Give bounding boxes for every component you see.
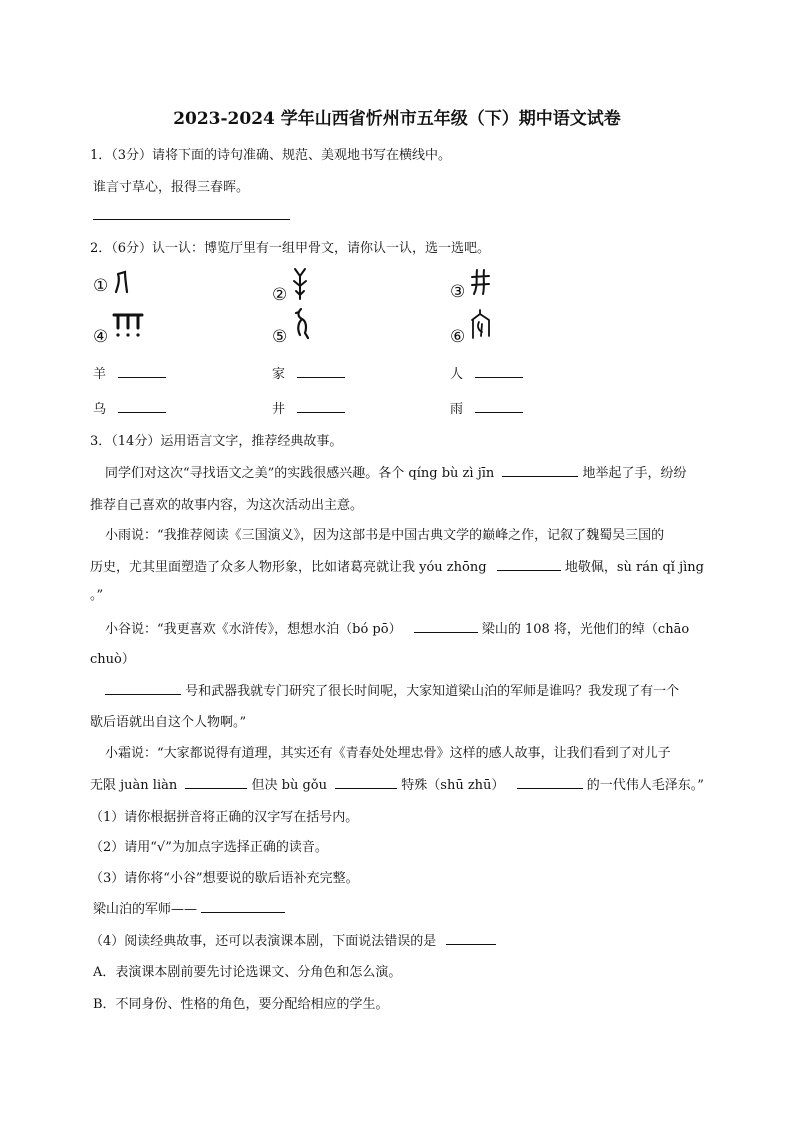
answer-person	[450, 363, 523, 382]
answer-label: 羊	[93, 367, 107, 382]
marker-6: ⑥	[450, 327, 466, 347]
paragraph-text: 地敬佩，sù rán qǐ jìng	[564, 560, 704, 575]
oracle-glyph-well	[469, 268, 493, 298]
answer-blank[interactable]	[297, 377, 345, 378]
paragraph-2-line-3: 。”	[90, 588, 104, 603]
answer-label: 雨	[450, 402, 464, 417]
marker-5: ⑤	[272, 327, 288, 347]
answer-label: 家	[272, 367, 286, 382]
question-1-stem: 1．（3分）请将下面的诗句准确、规范、美观地书写在横线中。	[90, 148, 452, 163]
paragraph-3-line-1	[105, 618, 689, 637]
answer-blank[interactable]	[517, 788, 583, 789]
answer-blank[interactable]	[446, 944, 496, 945]
question-2-stem: 2．（6分）认一认：博览厅里有一组甲骨文，请你认一认，选一选吧。	[90, 241, 491, 256]
paragraph-text: 但决 bù gǒu	[251, 778, 327, 793]
answer-label: 乌	[93, 402, 107, 417]
paragraph-text: 地举起了手，纷纷	[582, 466, 687, 481]
answer-blank[interactable]	[497, 570, 561, 571]
option-a[interactable]: A．表演课本剧前要先讨论选课文、分角色和怎么演。	[93, 965, 402, 980]
answer-blank[interactable]	[502, 476, 578, 477]
paragraph-3-line-2: chuò）	[90, 652, 135, 667]
answer-blank[interactable]	[414, 632, 478, 633]
marker-1: ①	[93, 276, 109, 296]
subquestion-3-answer	[93, 898, 285, 917]
paragraph-text: 梁山的 108 将，光他们的绰（chāo	[481, 622, 690, 637]
oracle-glyph-sheep	[291, 267, 315, 301]
oracle-glyph-person	[113, 270, 133, 296]
oracle-glyph-rain	[112, 311, 146, 341]
paragraph-1-line-1	[105, 462, 687, 481]
paragraph-text: 号和武器我就专门研究了很长时间呢，大家知道梁山泊的军师是谁吗？我发现了有一个	[185, 684, 680, 699]
subquestion-2: （2）请用“√”为加点字选择正确的读音。	[90, 840, 328, 855]
paragraph-3-line-4: 歇后语就出自这个人物啊。”	[90, 715, 247, 730]
marker-3: ③	[450, 282, 466, 302]
paragraph-text: 小谷说：“我更喜欢《水浒传》，想想水泊（bó pō）	[105, 622, 402, 637]
subquestion-4	[90, 930, 496, 949]
paragraph-2-line-1: 小雨说：“我推荐阅读《三国演义》，因为这部书是中国古典文学的巅峰之作，记叙了魏蜀吴三国的	[105, 528, 665, 543]
answer-label: 人	[450, 367, 464, 382]
oracle-glyph-house	[469, 308, 495, 342]
answer-house	[272, 363, 345, 382]
paragraph-text: （4）阅读经典故事，还可以表演课本剧，下面说法错误的是	[90, 934, 437, 949]
marker-4: ④	[93, 327, 109, 347]
paragraph-3-line-3	[105, 680, 679, 699]
paragraph-text: 无限 juàn liàn	[90, 778, 178, 793]
answer-blank[interactable]	[297, 412, 345, 413]
answer-blank[interactable]	[475, 412, 523, 413]
paragraph-2-line-2	[90, 556, 704, 575]
answer-crow	[93, 398, 166, 417]
oracle-glyph-bird	[292, 307, 316, 341]
paragraph-text: 的一代伟人毛泽东。”	[586, 778, 704, 793]
answer-blank[interactable]	[201, 912, 285, 913]
paragraph-1-line-2: 推荐自己喜欢的故事内容，为这次活动出主意。	[90, 498, 364, 513]
answer-line	[93, 219, 290, 220]
answer-blank[interactable]	[185, 788, 247, 789]
option-b[interactable]: B．不同身份、性格的角色，要分配给相应的学生。	[93, 997, 389, 1012]
marker-2: ②	[272, 285, 288, 305]
paragraph-text: 历史，尤其里面塑造了众多人物形象，比如诸葛亮就让我 yóu zhōng	[90, 560, 487, 575]
paragraph-text: 同学们对这次“寻找语文之美”的实践很感兴趣。各个 qíng bù zì jīn	[105, 466, 495, 481]
answer-sheep	[93, 363, 166, 382]
answer-blank[interactable]	[118, 412, 166, 413]
paragraph-text: 特殊（shū zhū）	[401, 778, 505, 793]
answer-well	[272, 398, 345, 417]
answer-rain	[450, 398, 523, 417]
question-3-stem: 3．（14分）运用语言文字，推荐经典故事。	[90, 434, 343, 449]
answer-blank[interactable]	[475, 377, 523, 378]
answer-label: 井	[272, 402, 286, 417]
paragraph-4-line-2	[90, 774, 704, 793]
answer-blank[interactable]	[118, 377, 166, 378]
answer-blank[interactable]	[335, 788, 397, 789]
paragraph-text: 梁山泊的军师——	[93, 902, 198, 917]
question-1-poem: 谁言寸草心，报得三春晖。	[93, 180, 250, 195]
subquestion-1: （1）请你根据拼音将正确的汉字写在括号内。	[90, 810, 359, 825]
paragraph-4-line-1: 小霜说：“大家都说得有道理，其实还有《青春处处埋忠骨》这样的感人故事，让我们看到了对儿子	[105, 746, 671, 761]
page-title: 2023-2024 学年山西省忻州市五年级（下）期中语文试卷	[173, 109, 621, 129]
answer-blank[interactable]	[105, 694, 181, 695]
subquestion-3: （3）请你将“小谷”想要说的歇后语补充完整。	[90, 871, 359, 886]
